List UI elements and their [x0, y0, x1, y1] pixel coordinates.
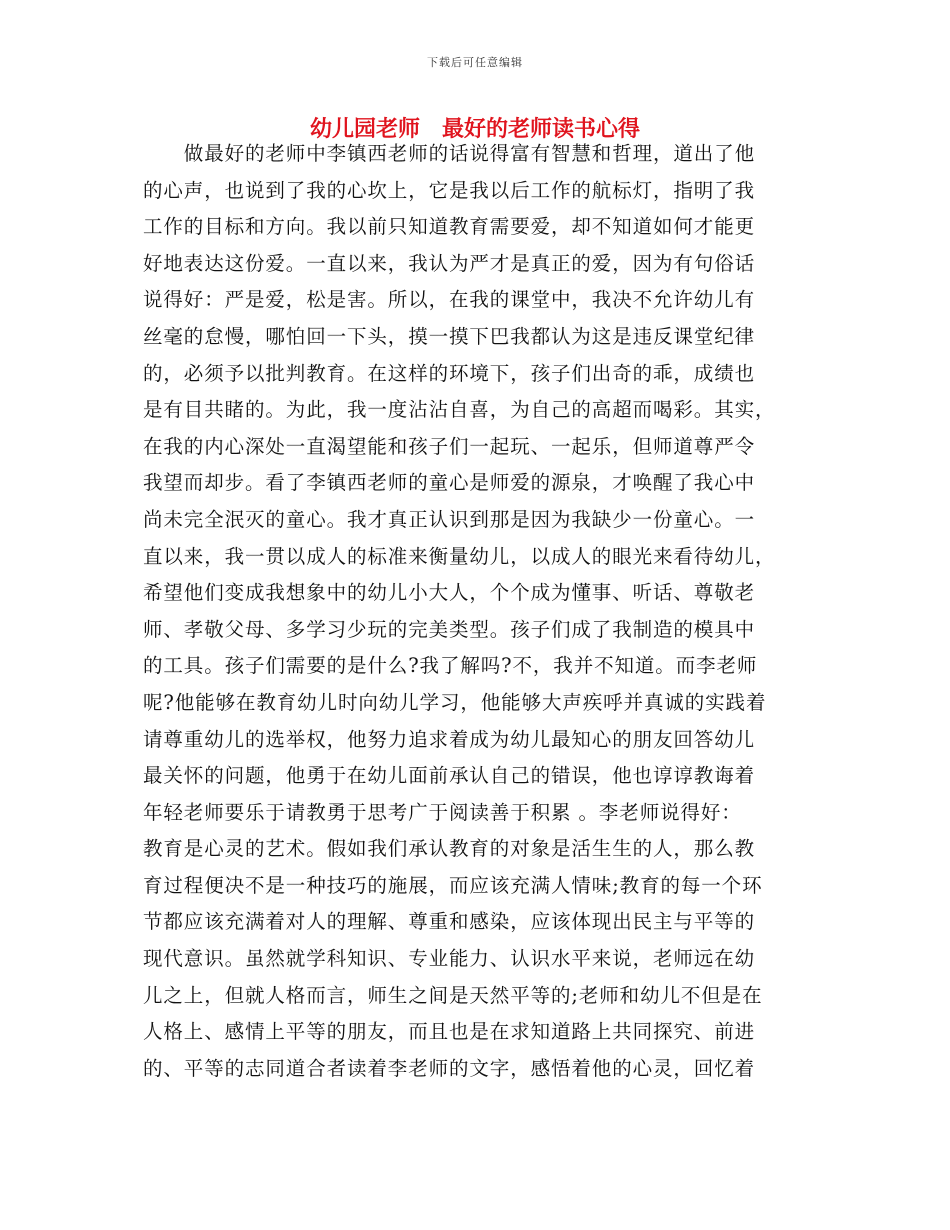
body-line: 年轻老师要乐于请教勇于思考广于阅读善于积累 。李老师说得好：	[143, 800, 742, 824]
body-line: 我望而却步。看了李镇西老师的童心是师爱的源泉，才唤醒了我心中	[143, 471, 756, 495]
body-line: 好地表达这份爱。一直以来，我认为严才是真正的爱，因为有句俗话	[143, 251, 756, 275]
body-line: 的，必须予以批判教育。在这样的环境下，孩子们出奇的乖，成绩也	[143, 361, 756, 385]
body-line: 做最好的老师中李镇西老师的话说得富有智慧和哲理，道出了他	[143, 142, 756, 165]
body-line: 直以来，我一贯以成人的标准来衡量幼儿，以成人的眼光来看待幼儿，	[143, 544, 776, 568]
document-body	[143, 136, 803, 1087]
body-line: 教育是心灵的艺术。假如我们承认教育的对象是活生生的人，那么教	[143, 837, 756, 861]
body-line: 呢?他能够在教育幼儿时向幼儿学习，他能够大声疾呼并真诚的实践着	[143, 690, 767, 714]
body-line: 的心声，也说到了我的心坎上，它是我以后工作的航标灯，指明了我	[143, 178, 756, 202]
body-line: 请尊重幼儿的选举权，他努力追求着成为幼儿最知心的朋友回答幼儿	[143, 727, 756, 751]
body-line: 希望他们变成我想象中的幼儿小大人，个个成为懂事、听话、尊敬老	[143, 581, 756, 605]
body-line: 师、孝敬父母、多学习少玩的完美类型。孩子们成了我制造的模具中	[143, 617, 756, 641]
body-line: 人格上、感情上平等的朋友，而且也是在求知道路上共同探究、前进	[143, 1020, 756, 1044]
body-line: 尚未完全泯灭的童心。我才真正认识到那是因为我缺少一份童心。一	[143, 507, 756, 531]
body-line: 节都应该充满着对人的理解、尊重和感染，应该体现出民主与平等的	[143, 910, 756, 934]
body-line: 在我的内心深处一直渴望能和孩子们一起玩、一起乐，但师道尊严令	[143, 434, 756, 458]
page-header-note: 下载后可任意编辑	[427, 56, 523, 69]
body-line: 的工具。孩子们需要的是什么?我了解吗?不，我并不知道。而李老师	[143, 654, 758, 678]
body-line: 现代意识。虽然就学科知识、专业能力、认识水平来说，老师远在幼	[143, 947, 756, 971]
body-line: 儿之上，但就人格而言，师生之间是天然平等的;老师和幼儿不但是在	[143, 983, 763, 1007]
body-line: 最关怀的问题，他勇于在幼儿面前承认自己的错误，他也谆谆教诲着	[143, 764, 756, 788]
body-line: 说得好：严是爱，松是害。所以，在我的课堂中，我决不允许幼儿有	[143, 288, 756, 312]
body-line: 丝毫的怠慢，哪怕回一下头，摸一摸下巴我都认为这是违反课堂纪律	[143, 324, 756, 348]
body-line: 是有目共睹的。为此，我一度沾沾自喜，为自己的高超而喝彩。其实，	[143, 398, 776, 422]
document-title: 幼儿园老师 最好的老师读书心得	[309, 117, 640, 142]
body-line: 的、平等的志同道合者读着李老师的文字，感悟着他的心灵，回忆着	[143, 1056, 756, 1080]
body-line: 工作的目标和方向。我以前只知道教育需要爱，却不知道如何才能更	[143, 215, 756, 239]
body-line: 育过程便决不是一种技巧的施展，而应该充满人情味;教育的每一个环	[143, 873, 763, 897]
